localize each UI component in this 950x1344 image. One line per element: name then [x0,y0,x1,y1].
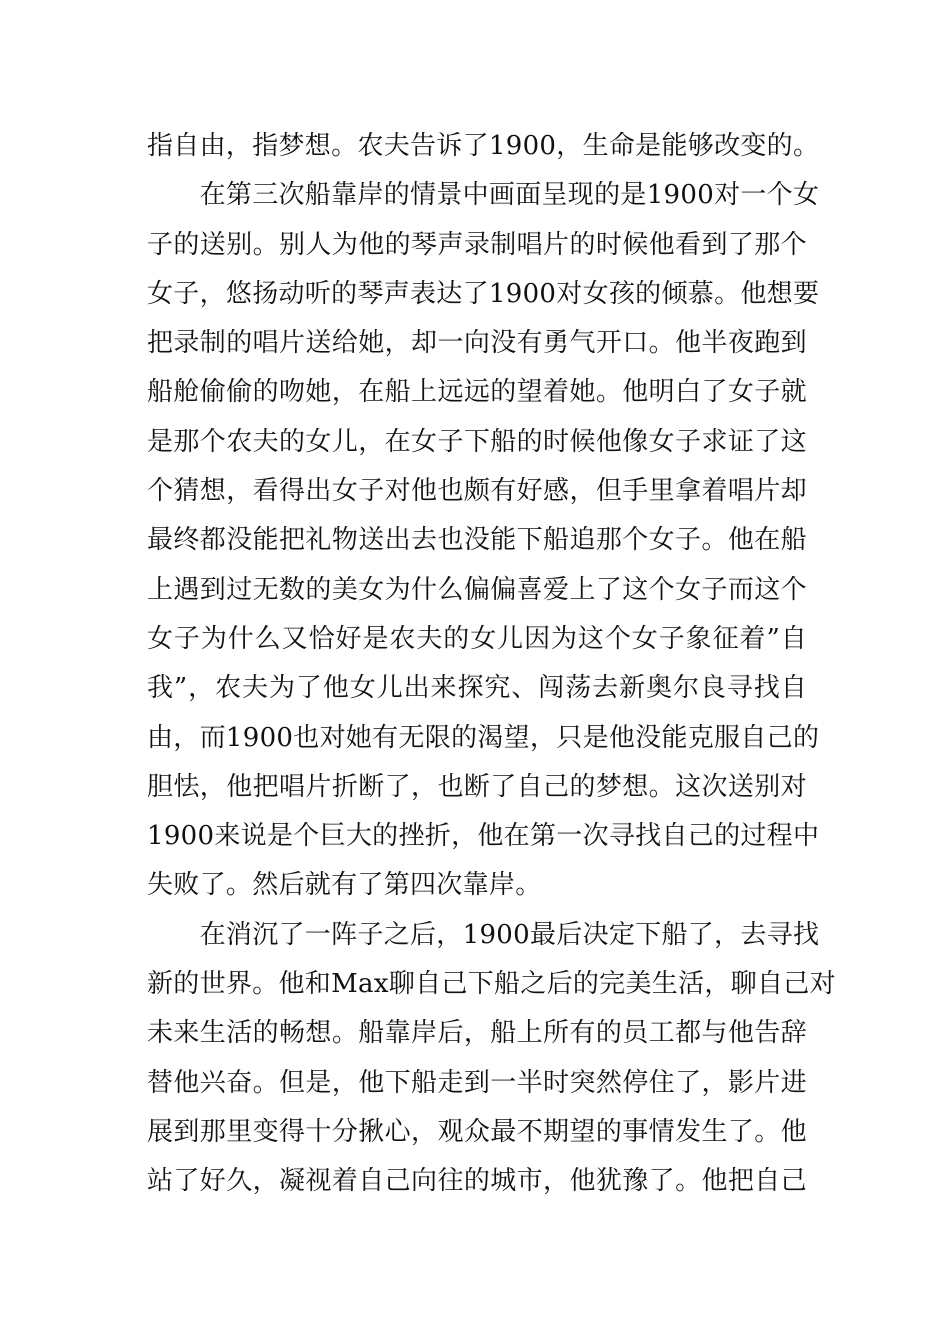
body-text [147,122,836,1207]
text-line: 胆怯，他把唱片折断了，也断了自己的梦想。这次送别对 [147,771,807,802]
text-line: 替他兴奋。但是，他下船走到一半时突然停住了，影片进 [147,1067,807,1098]
text-line: 由，而1900也对她有无限的渴望，只是他没能克服自己的 [147,722,820,753]
text-line: 女子，悠扬动听的琴声表达了1900对女孩的倾慕。他想要 [147,278,820,309]
text-line: 我”，农夫为了他女儿出来探究、闯荡去新奥尔良寻找自 [147,673,807,704]
text-line: 子的送别。别人为他的琴声录制唱片的时候他看到了那个 [147,229,807,260]
text-line: 女子为什么又恰好是农夫的女儿因为这个女子象征着”自 [147,623,807,654]
text-line: 新的世界。他和Max聊自己下船之后的完美生活，聊自己对 [147,969,836,1000]
text-line: 上遇到过无数的美女为什么偏偏喜爱上了这个女子而这个 [147,574,807,605]
text-line: 个猜想，看得出女子对他也颇有好感，但手里拿着唱片却 [147,476,807,507]
text-line: 船舱偷偷的吻她，在船上远远的望着她。他明白了女子就 [147,377,807,408]
text-line: 指自由，指梦想。农夫告诉了1900，生命是能够改变的。 [147,131,820,161]
text-line: 未来生活的畅想。船靠岸后，船上所有的员工都与他告辞 [147,1018,807,1049]
text-line: 在消沉了一阵子之后，1900最后决定下船了，去寻找 [147,919,820,950]
text-line: 1900来说是个巨大的挫折，他在第一次寻找自己的过程中 [147,821,820,852]
text-line: 展到那里变得十分揪心，观众最不期望的事情发生了。他 [147,1116,807,1147]
text-line: 最终都没能把礼物送出去也没能下船追那个女子。他在船 [147,525,807,556]
text-line: 在第三次船靠岸的情景中画面呈现的是1900对一个女 [147,180,820,211]
text-line: 失败了。然后就有了第四次靠岸。 [147,870,542,901]
text-line: 是那个农夫的女儿，在女子下船的时候他像女子求证了这 [147,426,807,457]
text-line: 把录制的唱片送给她，却一向没有勇气开口。他半夜跑到 [147,328,807,359]
text-line: 站了好久，凝视着自己向往的城市，他犹豫了。他把自己 [147,1166,807,1197]
